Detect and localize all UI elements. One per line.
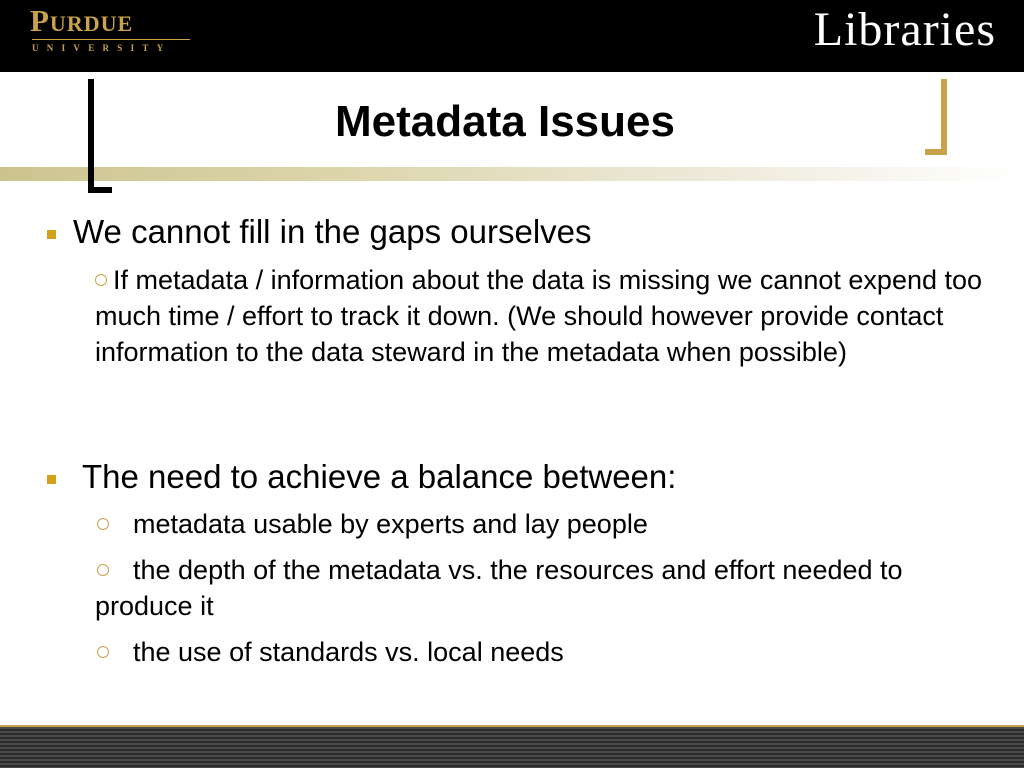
- sub-bullet-text: the use of standards vs. local needs: [133, 637, 564, 667]
- sub-bullet-circle: [97, 564, 109, 576]
- sub-bullet-text: metadata usable by experts and lay people: [133, 509, 648, 539]
- bullet-text: We cannot fill in the gaps ourselves: [73, 213, 592, 250]
- slide-title: Metadata Issues: [335, 97, 675, 146]
- libraries-title: Libraries: [813, 3, 996, 56]
- logo-wordmark: Purdue: [30, 3, 134, 38]
- sub-bullet-text: the depth of the metadata vs. the resources and effort needed to produce it: [95, 555, 903, 621]
- footer-stripes: [0, 727, 1024, 768]
- logo-rule: [32, 39, 190, 40]
- logo-subtitle: UNIVERSITY: [32, 43, 172, 53]
- sub-bullet-circle: [97, 646, 109, 658]
- header-bar: [0, 0, 1024, 72]
- sub-bullet-text: If metadata / information about the data is missing we cannot expend too much time / effort to track it down. (We should however provide contact information to the data steward in the metadata when possible): [95, 265, 983, 367]
- sub-bullet-circle: [97, 518, 109, 530]
- bullet-text: The need to achieve a balance between:: [82, 458, 677, 495]
- sub-bullet-circle: [95, 274, 107, 286]
- title-band: [0, 167, 1024, 181]
- bullet-square: [47, 230, 56, 239]
- purdue-logo: [30, 4, 192, 52]
- bullet-square: [47, 475, 56, 484]
